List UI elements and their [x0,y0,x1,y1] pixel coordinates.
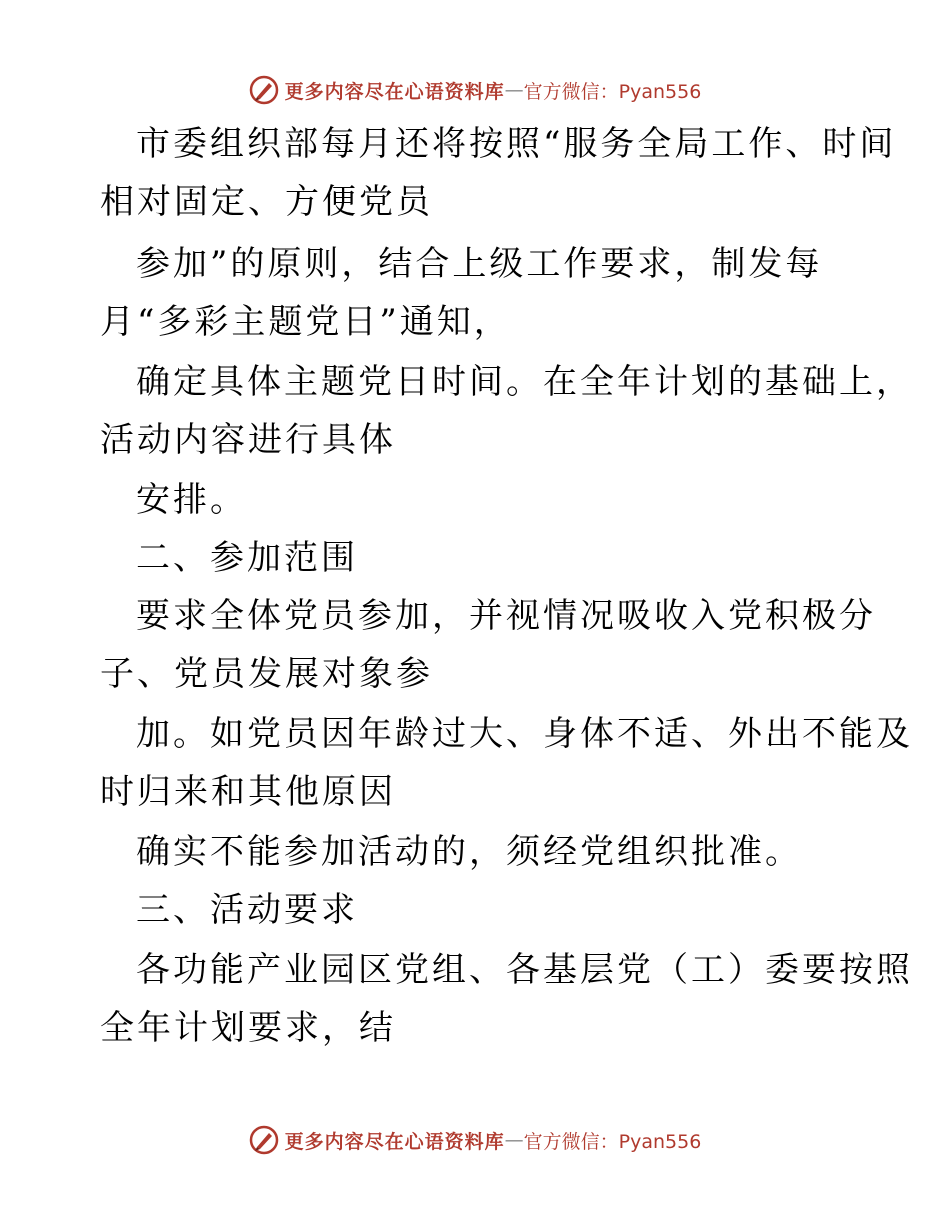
text-line: 确定具体主题党日时间。在全年计划的基础上， [136,362,913,402]
text-line: 月“多彩主题党日”通知， [100,302,511,342]
text-line: 相对固定、方便党员 [100,182,433,222]
footer-watermark [0,1120,950,1160]
watermark-brand: 更多内容尽在心语资料库 [284,1130,505,1153]
text-line: 时归来和其他原因 [100,772,396,812]
text-line: 要求全体党员参加，并视情况吸收入党积极分 [136,596,876,636]
text-line: 各功能产业园区党组、各基层党（工）委要按照 [136,950,913,990]
watermark-dash: — [504,79,524,101]
text-line: 子、党员发展对象参 [100,654,433,694]
text-line: 加。如党员因年龄过大、身体不适、外出不能及 [136,714,913,754]
text-line: 参加”的原则，结合上级工作要求，制发每 [136,244,823,284]
text-line: 全年计划要求，结 [100,1008,396,1048]
text-line: 确实不能参加活动的，须经党组织批准。 [136,832,802,872]
header-watermark [0,70,950,110]
pen-logo-icon [249,1125,279,1155]
text-line: 活动内容进行具体 [100,420,396,460]
section-heading: 二、参加范围 [136,538,358,578]
text-line: 市委组织部每月还将按照“服务全局工作、时间 [136,124,897,164]
watermark-wechat: 官方微信：Pyan556 [523,80,702,103]
pen-logo-icon [249,75,279,105]
watermark-brand: 更多内容尽在心语资料库 [284,80,505,103]
section-heading: 三、活动要求 [136,890,358,930]
watermark-dash: — [504,1129,524,1151]
text-line: 安排。 [136,480,247,520]
watermark-wechat: 官方微信：Pyan556 [523,1130,702,1153]
